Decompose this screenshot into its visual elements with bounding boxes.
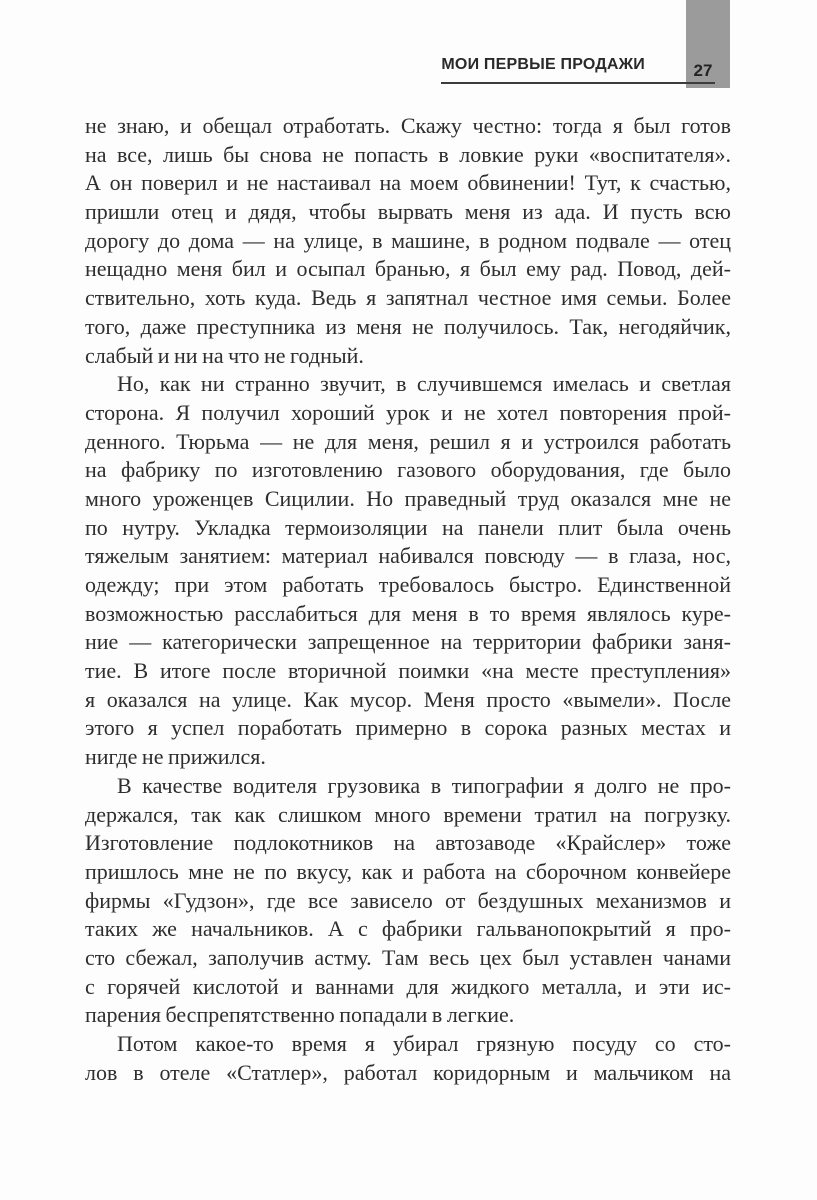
text-line: на все, лишь бы снова не попасть в ловкие руки «воспитателя». xyxy=(85,141,731,167)
text-line: ствительно, хоть куда. Ведь я запятнал честное имя семьи. Более xyxy=(85,285,731,311)
text-line: Изготовление подлокотников на автозаводе «Крайслер» тоже xyxy=(85,830,731,856)
text-line: тяжелым занятием: материал набивался повсюду — в глаза, нос, xyxy=(85,543,731,569)
text-line: В качестве водителя грузовика в типографии я долго не про- xyxy=(117,772,731,798)
text-line: Потом какое-то время я убирал грязную посуду со сто- xyxy=(117,1031,731,1056)
page-body xyxy=(85,112,731,1087)
text-line: дорогу до дома — на улице, в машине, в родном подвале — отец xyxy=(85,227,731,253)
text-line: таких же начальников. А с фабрики гальванопокрытий я про- xyxy=(85,916,731,942)
text-line: слабый и ни на что не годный. xyxy=(85,342,364,368)
text-line: не знаю, и обещал отработать. Скажу честно: тогда я был готов xyxy=(85,113,731,138)
text-line: возможностью расслабиться для меня в то время являлось куре- xyxy=(85,600,731,626)
text-line: пришлось мне не по вкусу, как и работа на сборочном конвейере xyxy=(85,858,731,884)
text-line: Но, как ни странно звучит, в случившемся имелась и светлая xyxy=(117,371,731,397)
text-line: нигде не прижился. xyxy=(85,744,266,770)
text-line: с горячей кислотой и ваннами для жидкого металла, и эти ис- xyxy=(85,973,731,999)
chapter-title: МОИ ПЕРВЫЕ ПРОДАЖИ xyxy=(441,56,645,73)
text-line: А он поверил и не настаивал на моем обвинении! Тут, к счастью, xyxy=(85,170,731,196)
text-line: много уроженцев Сицилии. Но праведный труд оказался мне не xyxy=(85,485,731,511)
text-line: того, даже преступника из меня не получилось. Так, негодяйчик, xyxy=(85,313,731,339)
text-line: сторона. Я получил хороший урок и не хотел повторения прой- xyxy=(85,399,731,425)
text-line: этого я успел поработать примерно в сорока разных местах и xyxy=(85,715,731,741)
text-line: держался, так как слишком много времени тратил на погрузку. xyxy=(85,801,731,827)
text-line: сто сбежал, заполучив астму. Там весь цех был уставлен чанами xyxy=(85,944,731,970)
text-line: фирмы «Гудзон», где все зависело от бездушных механизмов и xyxy=(85,887,731,913)
text-line: на фабрику по изготовлению газового оборудования, где было xyxy=(85,457,731,483)
page-number: 27 xyxy=(693,61,713,80)
text-line: тие. В итоге после вторичной поимки «на месте преступления» xyxy=(85,658,731,684)
text-line: одежду; при этом работать требовалось быстро. Единственной xyxy=(85,572,731,597)
running-header xyxy=(441,54,715,84)
text-line: по нутру. Укладка термоизоляции на панели плит была очень xyxy=(85,514,731,540)
text-line: парения беспрепятственно попадали в легкие. xyxy=(85,1002,515,1028)
text-line: нещадно меня бил и осыпал бранью, я был ему рад. Повод, дей- xyxy=(85,256,731,282)
text-line: ние — категорически запрещенное на территории фабрики заня- xyxy=(85,629,731,655)
text-line: я оказался на улице. Как мусор. Меня просто «вымели». После xyxy=(85,686,731,712)
text-line: лов в отеле «Статлер», работал коридорным и мальчиком на xyxy=(85,1059,731,1085)
text-line: денного. Тюрьма — не для меня, решил я и устроился работать xyxy=(85,428,731,454)
text-line: пришли отец и дядя, чтобы вырвать меня из ада. И пусть всю xyxy=(85,199,731,225)
